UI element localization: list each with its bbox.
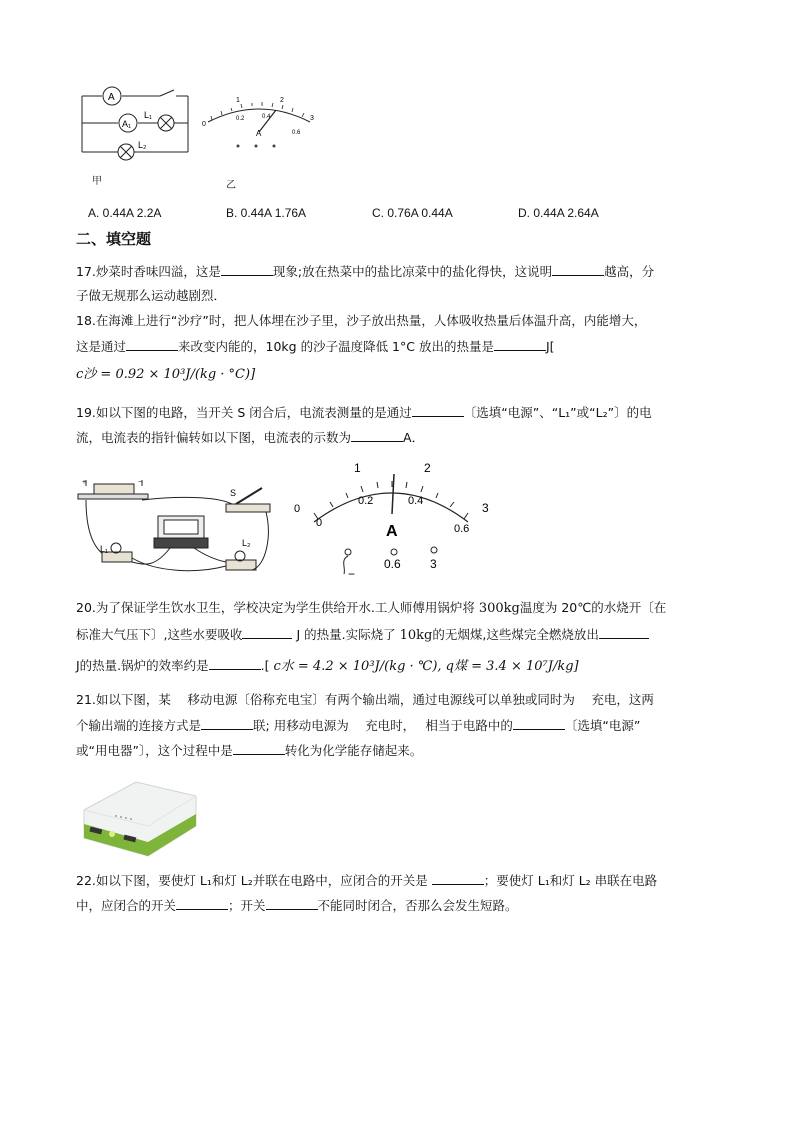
q19-text-a: 19.如以下图的电路，当开关 S 闭合后，电流表测量的是通过 — [76, 405, 412, 420]
dial19-top-3: 3 — [482, 501, 489, 515]
dial19-term-06: 0.6 — [384, 557, 401, 571]
q20-text-c2: 的无烟煤,这些煤完全燃烧放出 — [432, 627, 599, 642]
q16-option-b[interactable]: B. 0.44A 1.76A — [226, 206, 307, 220]
q19-line2 — [76, 428, 424, 447]
fig19-plus: + — [82, 479, 87, 486]
q20-mass-water: 300kg — [478, 601, 520, 616]
lamp1-label: L₁ — [144, 110, 153, 120]
q20-text-b: 温度为 20℃的水烧开〔在 — [519, 600, 667, 615]
q19-text-a2: 流，电流表的指针偏转如以下图，电流表的示数为 — [76, 430, 352, 445]
dial16-zero: 0 — [202, 121, 206, 128]
q22-line2 — [76, 896, 518, 915]
q20-line2 — [76, 625, 649, 645]
q22-text-c2: 不能同时闭合，否那么会发生短路。 — [317, 898, 518, 913]
q22-blank-2[interactable] — [176, 896, 228, 910]
q18-blank-1[interactable] — [126, 337, 178, 351]
dial19-top-1: 1 — [354, 461, 361, 475]
q20-text-b2: J 的热量.实际烧了 — [296, 627, 396, 642]
dial16-bottom-1: 0.2 — [236, 116, 245, 122]
q22-text-a: 22.如以下图，要使灯 L₁和灯 L₂并联在电路中，应闭合的开关是 — [76, 873, 428, 888]
q18-text-c: J[ — [545, 339, 555, 354]
q20-text-a: 20.为了保证学生饮水卫生，学校决定为学生供给开水.工人师傅用锅炉将 — [76, 600, 475, 615]
q16-option-a[interactable]: A. 0.44A 2.2A — [88, 206, 162, 220]
fig19-lamp1-label: L₁ — [100, 544, 109, 554]
q20-mass-coal: 10kg — [399, 628, 433, 643]
q21-blank-3[interactable] — [233, 741, 285, 755]
q21-text-a3: 或“用电器”〕，这个过程中是 — [76, 743, 233, 758]
figure-16-caption-right: 乙 — [226, 180, 236, 191]
q21-blank-2[interactable] — [513, 716, 565, 730]
dial16-letter: A — [256, 129, 262, 138]
q21-text-a: 个输出端的连接方式是 — [76, 718, 202, 733]
dial19-bottom-2: 0.4 — [408, 495, 424, 507]
q20-text-a3: J的热量.锅炉的效率约是 — [76, 658, 209, 673]
q21-text-b3: 转化为化学能存储起来。 — [284, 743, 423, 758]
q21-line3 — [76, 741, 422, 760]
q16-option-c[interactable]: C. 0.76A 0.44A — [372, 206, 453, 220]
figure-16-caption-left: 甲 — [92, 176, 102, 187]
q22-text-b: ；要使灯 L₁和灯 L₂ 串联在电路 — [483, 873, 658, 888]
dial19-term-3: 3 — [430, 557, 437, 571]
q22-text-a2: 中，应闭合的开关 — [76, 898, 177, 913]
section-title: 二、填空题 — [76, 230, 152, 248]
q18-line2 — [76, 337, 555, 356]
q21-line2 — [76, 716, 640, 735]
q17-blank-1[interactable] — [221, 262, 273, 276]
q20-blank-3[interactable] — [209, 656, 261, 670]
q20-blank-2[interactable] — [599, 625, 649, 639]
fig19-lamp2-label: L₂ — [242, 538, 251, 548]
lamp2-label: L₂ — [138, 140, 147, 150]
q18-blank-2[interactable] — [494, 337, 546, 351]
q22-text-b2: ；开关 — [228, 898, 266, 913]
fig19-minus: − — [138, 479, 143, 486]
q17-text-a: 17.炒菜时香味四溢，这是 — [76, 264, 221, 279]
q19-blank-2[interactable] — [351, 428, 403, 442]
figure-19-circuit — [76, 476, 272, 580]
dial16-bottom-2: 0.4 — [262, 114, 271, 120]
q18-text-a: 这是通过 — [76, 339, 127, 354]
q21-text-c: 〔选填“电源” — [564, 718, 641, 733]
dial16-top-3: 3 — [310, 115, 314, 122]
q18-formula: c沙 = 0.92 × 10³J/(kg · °C)] — [76, 367, 256, 382]
dial19-bottom-1: 0.2 — [358, 495, 374, 507]
q19-line1 — [76, 403, 652, 422]
q22-blank-3[interactable] — [266, 896, 318, 910]
q19-blank-1[interactable] — [412, 403, 464, 417]
q20-blank-1[interactable] — [242, 625, 292, 639]
ammeter-a-label: A — [108, 92, 115, 103]
q20-text-a2: 标准大气压下〕,这些水要吸收 — [76, 627, 243, 642]
figure-16-circuit — [76, 86, 196, 166]
dial19-top-2: 2 — [424, 461, 431, 475]
dial19-letter: A — [386, 523, 398, 540]
figure-16-ammeter-dial — [198, 92, 320, 154]
dial16-bottom-3: 0.6 — [292, 130, 301, 136]
figure-19-ammeter-dial — [288, 456, 498, 584]
q17-text-c: 越高，分 — [604, 264, 655, 279]
q20-text-b3: .[ — [260, 658, 270, 673]
q21-line1: 21.如以下图，某 移动电源〔俗称充电宝〕有两个输出端，通过电源线可以单独或同时为 充电，这两 — [76, 692, 654, 707]
q18-text-b: 来改变内能的，10kg 的沙子温度降低 1°C 放出的热量是 — [178, 339, 494, 354]
power-bank-image — [76, 770, 198, 860]
q20-line1 — [76, 599, 666, 618]
q16-option-d[interactable]: D. 0.44A 2.64A — [518, 206, 599, 220]
q18-line1: 18.在海滩上进行“沙疗”时，把人体埋在沙子里，沙子放出热量，人体吸收热量后体温升高，内能增大， — [76, 313, 647, 328]
q17-line1 — [76, 262, 654, 281]
q20-formula: c水 = 4.2 × 10³J/(kg · ℃), q煤 = 3.4 × 10⁷J/kg] — [273, 659, 579, 674]
q17-blank-2[interactable] — [552, 262, 604, 276]
dial19-zero-top: 0 — [294, 503, 301, 515]
q22-blank-1[interactable] — [432, 871, 484, 885]
q21-text-b: 联; 用移动电源为 充电时， 相当于电路中的 — [253, 718, 513, 733]
q20-line3 — [76, 656, 579, 676]
q17-line2: 子做无规那么运动越剧烈． — [76, 288, 227, 303]
dial16-top-2: 2 — [280, 97, 284, 104]
dial19-zero-bottom: 0 — [316, 517, 323, 529]
q17-text-b: 现象;放在热菜中的盐比凉菜中的盐化得快，这说明 — [272, 264, 553, 279]
q21-blank-1[interactable] — [201, 716, 253, 730]
dial19-term-minus: − — [348, 567, 356, 581]
ammeter-a1-label: A₁ — [122, 119, 132, 129]
dial19-bottom-3: 0.6 — [454, 523, 470, 535]
fig19-switch-label: S — [230, 488, 237, 498]
dial16-top-1: 1 — [236, 97, 240, 104]
q19-text-b2: A． — [403, 430, 425, 445]
q22-line1 — [76, 871, 657, 890]
q19-text-b: 〔选填“电源”、“L₁”或“L₂”〕的电 — [463, 405, 652, 420]
